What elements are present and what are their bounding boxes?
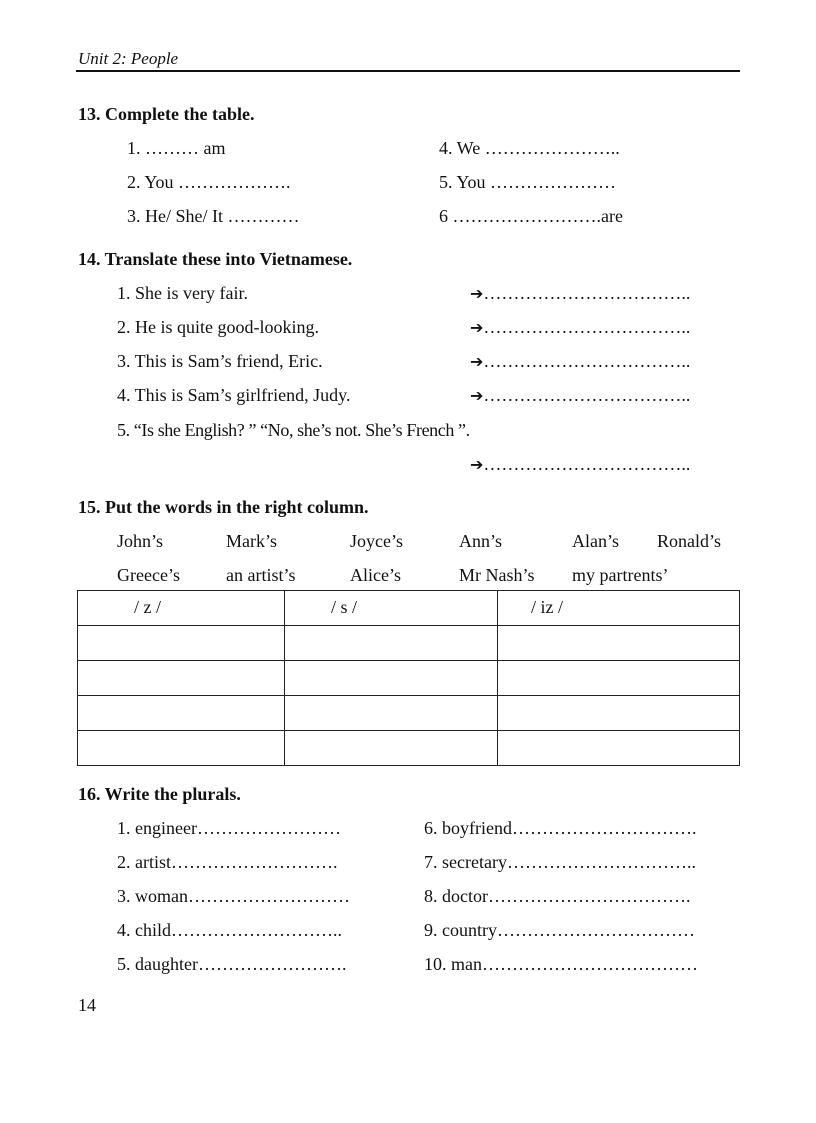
page-number: 14 — [78, 995, 96, 1015]
exercise-13-title: 13. Complete the table. — [78, 104, 255, 124]
table-cell[interactable] — [78, 696, 285, 731]
ex13-item-3: 3. He/ She/ It ………… — [127, 206, 300, 226]
ex13-item-2: 2. You ………………. — [127, 172, 291, 192]
column-header-s: / s / — [285, 591, 498, 626]
ex16-item-7: 7. secretary………………………….. — [424, 852, 696, 872]
column-header-iz: / iz / — [498, 591, 740, 626]
ex14-answer-line-2: ➔…………………………….. — [470, 317, 691, 337]
ex14-answer-line-5: ➔…………………………….. — [470, 454, 691, 474]
ex16-item-4: 4. child……………………….. — [117, 920, 342, 940]
table-row — [78, 731, 740, 766]
table-row — [78, 661, 740, 696]
ex16-item-3: 3. woman……………………… — [117, 886, 350, 906]
table-cell[interactable] — [78, 661, 285, 696]
ex16-item-8: 8. doctor……………………………. — [424, 886, 691, 906]
word-alans: Alan’s — [572, 531, 619, 551]
right-arrow-icon: ➔ — [470, 284, 484, 303]
word-johns: John’s — [117, 531, 164, 551]
right-arrow-icon: ➔ — [470, 386, 484, 405]
ex16-item-9: 9. country…………………………… — [424, 920, 695, 940]
exercise-16-title: 16. Write the plurals. — [78, 784, 241, 804]
table-cell[interactable] — [498, 626, 740, 661]
word-joyces: Joyce’s — [350, 531, 403, 551]
exercise-15-title: 15. Put the words in the right column. — [78, 497, 369, 517]
table-cell[interactable] — [78, 731, 285, 766]
ex14-sentence-1: 1. She is very fair. — [117, 283, 248, 303]
table-row — [78, 626, 740, 661]
column-header-z: / z / — [78, 591, 285, 626]
ex14-sentence-4: 4. This is Sam’s girlfriend, Judy. — [117, 385, 351, 405]
ex16-item-2: 2. artist………………………. — [117, 852, 338, 872]
ex14-answer-line-3: ➔…………………………….. — [470, 351, 691, 371]
right-arrow-icon: ➔ — [470, 318, 484, 337]
word-my-partrents: my partrents’ — [572, 565, 669, 585]
table-cell[interactable] — [285, 696, 498, 731]
ex13-item-6: 6 …………………….are — [439, 206, 623, 226]
word-mr-nashs: Mr Nash’s — [459, 565, 535, 585]
word-an-artists: an artist’s — [226, 565, 296, 585]
right-arrow-icon: ➔ — [470, 352, 484, 371]
table-cell[interactable] — [285, 731, 498, 766]
right-arrow-icon: ➔ — [470, 455, 484, 474]
table-cell[interactable] — [78, 626, 285, 661]
exercise-14-title: 14. Translate these into Vietnamese. — [78, 249, 353, 269]
ex16-item-5: 5. daughter……………………. — [117, 954, 347, 974]
word-greeces: Greece’s — [117, 565, 180, 585]
ex14-answer-line-1: ➔…………………………….. — [470, 283, 691, 303]
ex16-item-10: 10. man……………………………… — [424, 954, 698, 974]
table-cell[interactable] — [285, 626, 498, 661]
ex13-item-5: 5. You ………………… — [439, 172, 617, 192]
table-header-row — [78, 591, 740, 626]
word-marks: Mark’s — [226, 531, 277, 551]
running-header: Unit 2: People — [78, 49, 179, 68]
table-cell[interactable] — [498, 661, 740, 696]
ex16-item-1: 1. engineer…………………… — [117, 818, 341, 838]
ex14-sentence-3: 3. This is Sam’s friend, Eric. — [117, 351, 323, 371]
table-row — [78, 696, 740, 731]
ex14-answer-line-4: ➔…………………………….. — [470, 385, 691, 405]
header-rule — [76, 70, 740, 72]
ex16-item-6: 6. boyfriend…………………………. — [424, 818, 697, 838]
table-cell[interactable] — [498, 696, 740, 731]
word-ronalds: Ronald’s — [657, 531, 722, 551]
sound-sort-table — [77, 590, 740, 766]
table-cell[interactable] — [498, 731, 740, 766]
ex14-sentence-5: 5. “Is she English? ” “No, she’s not. She’s French ”. — [117, 420, 470, 440]
ex13-item-1: 1. ……… am — [127, 138, 226, 158]
ex13-item-4: 4. We ………………….. — [439, 138, 620, 158]
ex14-sentence-2: 2. He is quite good-looking. — [117, 317, 319, 337]
word-anns: Ann’s — [459, 531, 503, 551]
table-cell[interactable] — [285, 661, 498, 696]
word-alices: Alice’s — [350, 565, 401, 585]
